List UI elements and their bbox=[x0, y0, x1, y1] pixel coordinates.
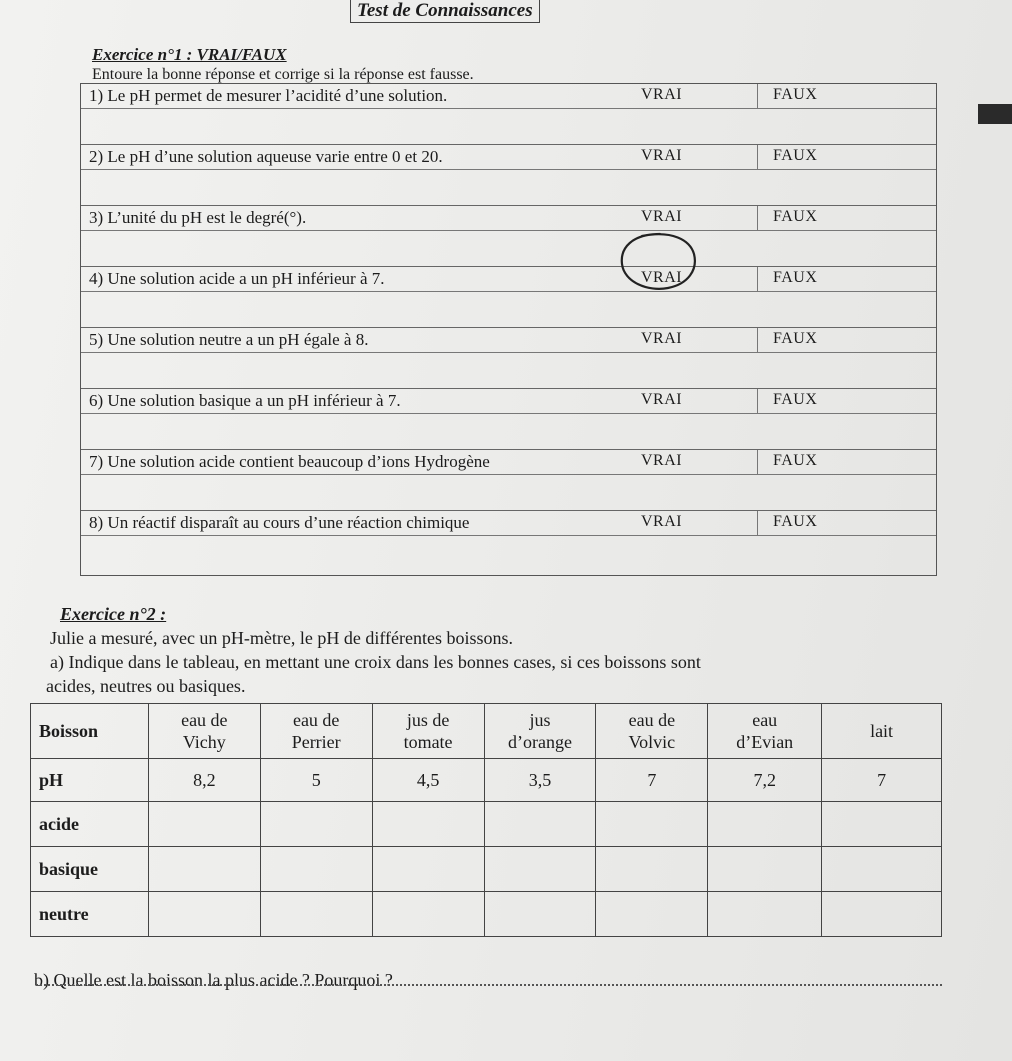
question-text: 2) Le pH d’une solution aqueuse varie entre 0 et 20. bbox=[89, 147, 443, 166]
vrai-option[interactable]: VRAI bbox=[641, 513, 683, 530]
faux-option[interactable]: FAUX bbox=[773, 391, 818, 408]
exercise2-question-a-cont: acides, neutres ou basiques. bbox=[46, 676, 246, 696]
basique-row bbox=[31, 847, 942, 892]
answer-dotted-line[interactable] bbox=[36, 984, 942, 986]
question-text: 8) Un réactif disparaît au cours d’une réaction chimique bbox=[89, 513, 470, 532]
answer-cell[interactable] bbox=[260, 892, 372, 937]
answer-cell[interactable] bbox=[148, 892, 260, 937]
drink-header: lait bbox=[822, 704, 942, 759]
faux-option[interactable]: FAUX bbox=[773, 208, 818, 225]
exercise1-instruction: Entoure la bonne réponse et corrige si la réponse est fausse. bbox=[92, 66, 474, 83]
answer-cell[interactable] bbox=[596, 847, 708, 892]
question-row-7 bbox=[81, 450, 936, 511]
answer-cell[interactable] bbox=[260, 802, 372, 847]
boisson-header: Boisson bbox=[31, 704, 149, 759]
basique-label: basique bbox=[31, 847, 149, 892]
handwritten-circle-mark bbox=[612, 226, 708, 298]
ph-value: 4,5 bbox=[372, 759, 484, 802]
answer-cell[interactable] bbox=[822, 802, 942, 847]
question-row-3 bbox=[81, 206, 936, 267]
drink-header: eau d’Evian bbox=[708, 704, 822, 759]
ph-value: 7 bbox=[596, 759, 708, 802]
ph-label: pH bbox=[31, 759, 149, 802]
faux-option[interactable]: FAUX bbox=[773, 452, 818, 469]
question-text: 7) Une solution acide contient beaucoup d’ions Hydrogène bbox=[89, 452, 490, 471]
faux-option[interactable]: FAUX bbox=[773, 86, 818, 103]
exercise1-title: Exercice n°1 : VRAI/FAUX bbox=[92, 45, 287, 64]
answer-cell[interactable] bbox=[596, 892, 708, 937]
page-title: Test de Connaissances bbox=[350, 0, 540, 23]
question-text: 6) Une solution basique a un pH inférieur à 7. bbox=[89, 391, 401, 410]
question-text: 4) Une solution acide a un pH inférieur à 7. bbox=[89, 269, 385, 288]
neutre-row bbox=[31, 892, 942, 937]
question-row-1 bbox=[81, 84, 936, 145]
answer-cell[interactable] bbox=[484, 892, 596, 937]
answer-cell[interactable] bbox=[148, 847, 260, 892]
question-row-8 bbox=[81, 511, 936, 575]
answer-cell[interactable] bbox=[596, 802, 708, 847]
faux-option[interactable]: FAUX bbox=[773, 330, 818, 347]
answer-cell[interactable] bbox=[372, 802, 484, 847]
question-text: 5) Une solution neutre a un pH égale à 8. bbox=[89, 330, 369, 349]
drink-header: jus de tomate bbox=[372, 704, 484, 759]
neutre-label: neutre bbox=[31, 892, 149, 937]
vrai-option[interactable]: VRAI bbox=[641, 269, 683, 286]
question-row-2 bbox=[81, 145, 936, 206]
acide-row bbox=[31, 802, 942, 847]
ph-row bbox=[31, 759, 942, 802]
drink-header: jus d’orange bbox=[484, 704, 596, 759]
vrai-option[interactable]: VRAI bbox=[641, 330, 683, 347]
ph-value: 7 bbox=[822, 759, 942, 802]
background-edge bbox=[978, 104, 1012, 124]
question-text: 3) L’unité du pH est le degré(°). bbox=[89, 208, 307, 227]
exercise2-question-a: a) Indique dans le tableau, en mettant une croix dans les bonnes cases, si ces boissons sont bbox=[50, 652, 701, 672]
answer-cell[interactable] bbox=[372, 892, 484, 937]
drinks-ph-table bbox=[30, 703, 942, 937]
answer-cell[interactable] bbox=[708, 802, 822, 847]
question-row-6 bbox=[81, 389, 936, 450]
vrai-option[interactable]: VRAI bbox=[641, 452, 683, 469]
faux-option[interactable]: FAUX bbox=[773, 269, 818, 286]
drink-header: eau de Vichy bbox=[148, 704, 260, 759]
answer-cell[interactable] bbox=[148, 802, 260, 847]
answer-cell[interactable] bbox=[372, 847, 484, 892]
ph-value: 7,2 bbox=[708, 759, 822, 802]
drink-header: eau de Perrier bbox=[260, 704, 372, 759]
faux-option[interactable]: FAUX bbox=[773, 513, 818, 530]
vrai-option[interactable]: VRAI bbox=[641, 147, 683, 164]
vrai-option[interactable]: VRAI bbox=[641, 391, 683, 408]
exercise2-question-b: b) Quelle est la boisson la plus acide ? Pourquoi ? bbox=[34, 970, 393, 990]
answer-cell[interactable] bbox=[484, 847, 596, 892]
faux-option[interactable]: FAUX bbox=[773, 147, 818, 164]
acide-label: acide bbox=[31, 802, 149, 847]
ph-value: 5 bbox=[260, 759, 372, 802]
question-row-4 bbox=[81, 267, 936, 328]
answer-cell[interactable] bbox=[822, 892, 942, 937]
vrai-option[interactable]: VRAI bbox=[641, 86, 683, 103]
answer-cell[interactable] bbox=[484, 802, 596, 847]
ph-value: 8,2 bbox=[148, 759, 260, 802]
header-row bbox=[31, 704, 942, 759]
true-false-table bbox=[80, 83, 937, 576]
answer-cell[interactable] bbox=[822, 847, 942, 892]
question-text: 1) Le pH permet de mesurer l’acidité d’une solution. bbox=[89, 86, 448, 105]
exercise2-intro: Julie a mesuré, avec un pH-mètre, le pH de différentes boissons. bbox=[50, 628, 514, 648]
question-row-5 bbox=[81, 328, 936, 389]
answer-cell[interactable] bbox=[260, 847, 372, 892]
ph-value: 3,5 bbox=[484, 759, 596, 802]
drink-header: eau de Volvic bbox=[596, 704, 708, 759]
vrai-option[interactable]: VRAI bbox=[641, 208, 683, 225]
exercise2-title: Exercice n°2 : bbox=[60, 604, 167, 624]
answer-cell[interactable] bbox=[708, 892, 822, 937]
answer-cell[interactable] bbox=[708, 847, 822, 892]
